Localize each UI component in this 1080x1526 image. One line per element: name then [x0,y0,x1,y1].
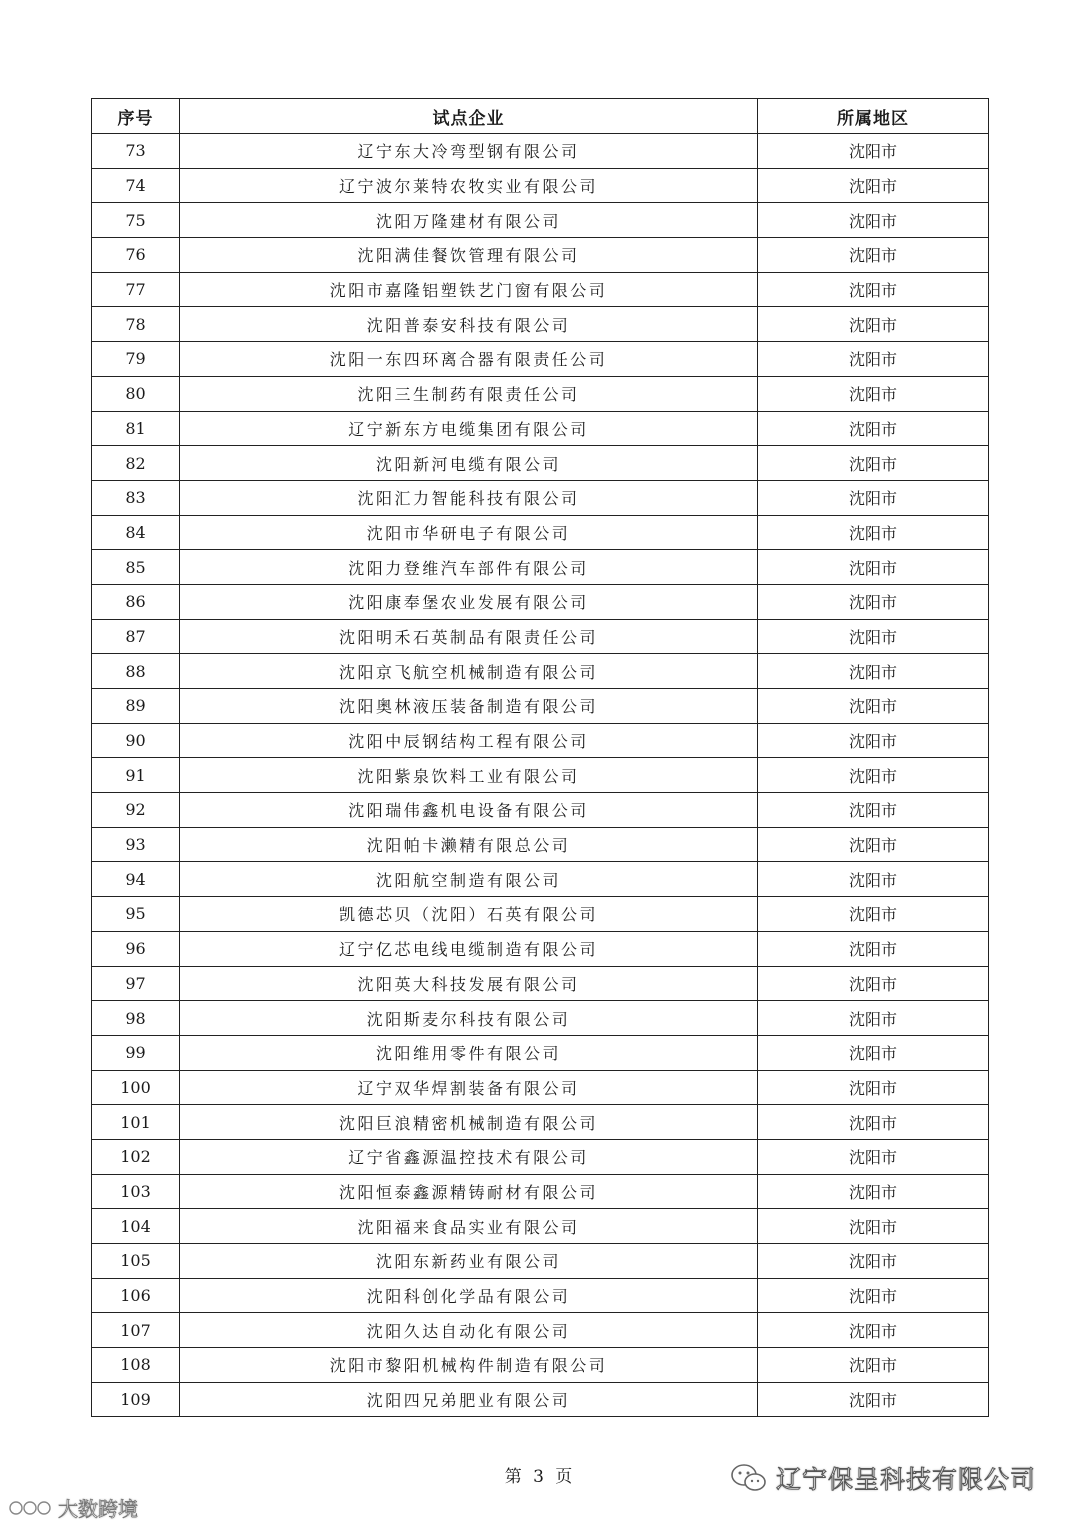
region-cell: 沈阳市 [758,584,989,619]
row-number-cell: 105 [92,1244,180,1279]
row-number-cell: 97 [92,966,180,1001]
table-row [92,168,989,203]
row-number-cell: 99 [92,1035,180,1070]
row-number-cell: 103 [92,1174,180,1209]
row-number-cell: 76 [92,238,180,273]
row-number-cell: 104 [92,1209,180,1244]
company-name-cell: 沈阳巨浪精密机械制造有限公司 [180,1105,758,1140]
region-cell: 沈阳市 [758,1001,989,1036]
row-number-cell: 77 [92,272,180,307]
region-cell: 沈阳市 [758,376,989,411]
company-name-cell: 沈阳东新药业有限公司 [180,1244,758,1279]
table-row [92,931,989,966]
row-number-cell: 100 [92,1070,180,1105]
region-cell: 沈阳市 [758,1035,989,1070]
table-row [92,515,989,550]
header-number: 序号 [92,99,180,134]
table-row [92,1348,989,1383]
row-number-cell: 101 [92,1105,180,1140]
row-number-cell: 94 [92,862,180,897]
company-name-cell: 沈阳福来食品实业有限公司 [180,1209,758,1244]
table-row [92,342,989,377]
company-name-cell: 沈阳力登维汽车部件有限公司 [180,550,758,585]
region-cell: 沈阳市 [758,1348,989,1383]
region-cell: 沈阳市 [758,619,989,654]
region-cell: 沈阳市 [758,689,989,724]
company-name-cell: 沈阳新河电缆有限公司 [180,446,758,481]
platform-logo-icon [8,1497,52,1519]
region-cell: 沈阳市 [758,897,989,932]
table-row [92,376,989,411]
region-cell: 沈阳市 [758,411,989,446]
page-number: 第 3 页 [504,1467,576,1487]
platform-watermark [8,1493,138,1522]
row-number-cell: 89 [92,689,180,724]
row-number-cell: 74 [92,168,180,203]
company-name-cell: 沈阳紫泉饮料工业有限公司 [180,758,758,793]
table-row [92,1070,989,1105]
region-cell: 沈阳市 [758,931,989,966]
region-cell: 沈阳市 [758,966,989,1001]
company-name-cell: 沈阳市黎阳机械构件制造有限公司 [180,1348,758,1383]
company-name-cell: 沈阳万隆建材有限公司 [180,203,758,238]
region-cell: 沈阳市 [758,793,989,828]
company-name-cell: 沈阳市嘉隆铝塑铁艺门窗有限公司 [180,272,758,307]
table-row [92,689,989,724]
table-row [92,758,989,793]
table-body [92,134,989,1417]
region-cell: 沈阳市 [758,1070,989,1105]
company-name-cell: 凯德芯贝（沈阳）石英有限公司 [180,897,758,932]
region-cell: 沈阳市 [758,238,989,273]
region-cell: 沈阳市 [758,1139,989,1174]
row-number-cell: 108 [92,1348,180,1383]
table-row [92,966,989,1001]
region-cell: 沈阳市 [758,1278,989,1313]
region-cell: 沈阳市 [758,203,989,238]
company-name-cell: 沈阳科创化学品有限公司 [180,1278,758,1313]
company-name-cell: 辽宁波尔莱特农牧实业有限公司 [180,168,758,203]
company-name-cell: 沈阳英大科技发展有限公司 [180,966,758,1001]
company-name-cell: 沈阳四兄弟肥业有限公司 [180,1382,758,1417]
row-number-cell: 98 [92,1001,180,1036]
company-name-cell: 辽宁亿芯电线电缆制造有限公司 [180,931,758,966]
region-cell: 沈阳市 [758,654,989,689]
row-number-cell: 88 [92,654,180,689]
table-row [92,862,989,897]
enterprise-table [91,98,989,1417]
row-number-cell: 84 [92,515,180,550]
row-number-cell: 80 [92,376,180,411]
region-cell: 沈阳市 [758,862,989,897]
row-number-cell: 109 [92,1382,180,1417]
table-row [92,1001,989,1036]
company-name-cell: 沈阳三生制药有限责任公司 [180,376,758,411]
table-row [92,1105,989,1140]
table-row [92,1209,989,1244]
company-name-cell: 沈阳普泰安科技有限公司 [180,307,758,342]
region-cell: 沈阳市 [758,342,989,377]
row-number-cell: 79 [92,342,180,377]
platform-name: 大数跨境 [58,1497,138,1521]
table-row [92,272,989,307]
table-row [92,897,989,932]
table-row [92,1313,989,1348]
region-cell: 沈阳市 [758,723,989,758]
table-row [92,307,989,342]
company-name-cell: 沈阳斯麦尔科技有限公司 [180,1001,758,1036]
company-name-cell: 沈阳满佳餐饮管理有限公司 [180,238,758,273]
row-number-cell: 75 [92,203,180,238]
region-cell: 沈阳市 [758,272,989,307]
header-company: 试点企业 [180,99,758,134]
region-cell: 沈阳市 [758,758,989,793]
row-number-cell: 82 [92,446,180,481]
region-cell: 沈阳市 [758,480,989,515]
table-row [92,1382,989,1417]
table-row [92,827,989,862]
company-name-cell: 辽宁双华焊割装备有限公司 [180,1070,758,1105]
company-name-cell: 沈阳久达自动化有限公司 [180,1313,758,1348]
table-row [92,480,989,515]
region-cell: 沈阳市 [758,1209,989,1244]
row-number-cell: 106 [92,1278,180,1313]
region-cell: 沈阳市 [758,134,989,169]
company-name-cell: 沈阳中辰钢结构工程有限公司 [180,723,758,758]
table-row [92,584,989,619]
region-cell: 沈阳市 [758,168,989,203]
row-number-cell: 78 [92,307,180,342]
wechat-icon [730,1463,768,1493]
company-name-cell: 沈阳市华研电子有限公司 [180,515,758,550]
company-name-cell: 辽宁东大冷弯型钢有限公司 [180,134,758,169]
row-number-cell: 83 [92,480,180,515]
table-row [92,411,989,446]
company-name-cell: 辽宁新东方电缆集团有限公司 [180,411,758,446]
table-row [92,1278,989,1313]
header-region: 所属地区 [758,99,989,134]
table-row [92,550,989,585]
table-row [92,723,989,758]
region-cell: 沈阳市 [758,307,989,342]
table-row [92,1035,989,1070]
row-number-cell: 73 [92,134,180,169]
region-cell: 沈阳市 [758,1174,989,1209]
row-number-cell: 87 [92,619,180,654]
table-row [92,619,989,654]
region-cell: 沈阳市 [758,1313,989,1348]
region-cell: 沈阳市 [758,1105,989,1140]
region-cell: 沈阳市 [758,1244,989,1279]
row-number-cell: 85 [92,550,180,585]
company-name-cell: 沈阳奥林液压装备制造有限公司 [180,689,758,724]
table-row [92,793,989,828]
table-row [92,654,989,689]
company-name-cell: 沈阳京飞航空机械制造有限公司 [180,654,758,689]
row-number-cell: 95 [92,897,180,932]
table-row [92,203,989,238]
row-number-cell: 90 [92,723,180,758]
row-number-cell: 102 [92,1139,180,1174]
table-row [92,238,989,273]
wechat-account-name: 辽宁保呈科技有限公司 [776,1465,1037,1494]
company-name-cell: 沈阳航空制造有限公司 [180,862,758,897]
row-number-cell: 107 [92,1313,180,1348]
row-number-cell: 96 [92,931,180,966]
company-name-cell: 沈阳恒泰鑫源精铸耐材有限公司 [180,1174,758,1209]
region-cell: 沈阳市 [758,515,989,550]
region-cell: 沈阳市 [758,550,989,585]
table-row [92,134,989,169]
region-cell: 沈阳市 [758,446,989,481]
company-name-cell: 沈阳帕卡濑精有限总公司 [180,827,758,862]
table-header-row [92,99,989,134]
row-number-cell: 86 [92,584,180,619]
table-row [92,1174,989,1209]
region-cell: 沈阳市 [758,1382,989,1417]
region-cell: 沈阳市 [758,827,989,862]
company-name-cell: 沈阳康奉堡农业发展有限公司 [180,584,758,619]
company-name-cell: 辽宁省鑫源温控技术有限公司 [180,1139,758,1174]
company-name-cell: 沈阳维用零件有限公司 [180,1035,758,1070]
row-number-cell: 92 [92,793,180,828]
row-number-cell: 91 [92,758,180,793]
row-number-cell: 93 [92,827,180,862]
row-number-cell: 81 [92,411,180,446]
company-name-cell: 沈阳汇力智能科技有限公司 [180,480,758,515]
company-name-cell: 沈阳一东四环离合器有限责任公司 [180,342,758,377]
wechat-watermark [730,1460,1036,1496]
table-row [92,446,989,481]
company-name-cell: 沈阳瑞伟鑫机电设备有限公司 [180,793,758,828]
company-name-cell: 沈阳明禾石英制品有限责任公司 [180,619,758,654]
table-row [92,1244,989,1279]
table-row [92,1139,989,1174]
